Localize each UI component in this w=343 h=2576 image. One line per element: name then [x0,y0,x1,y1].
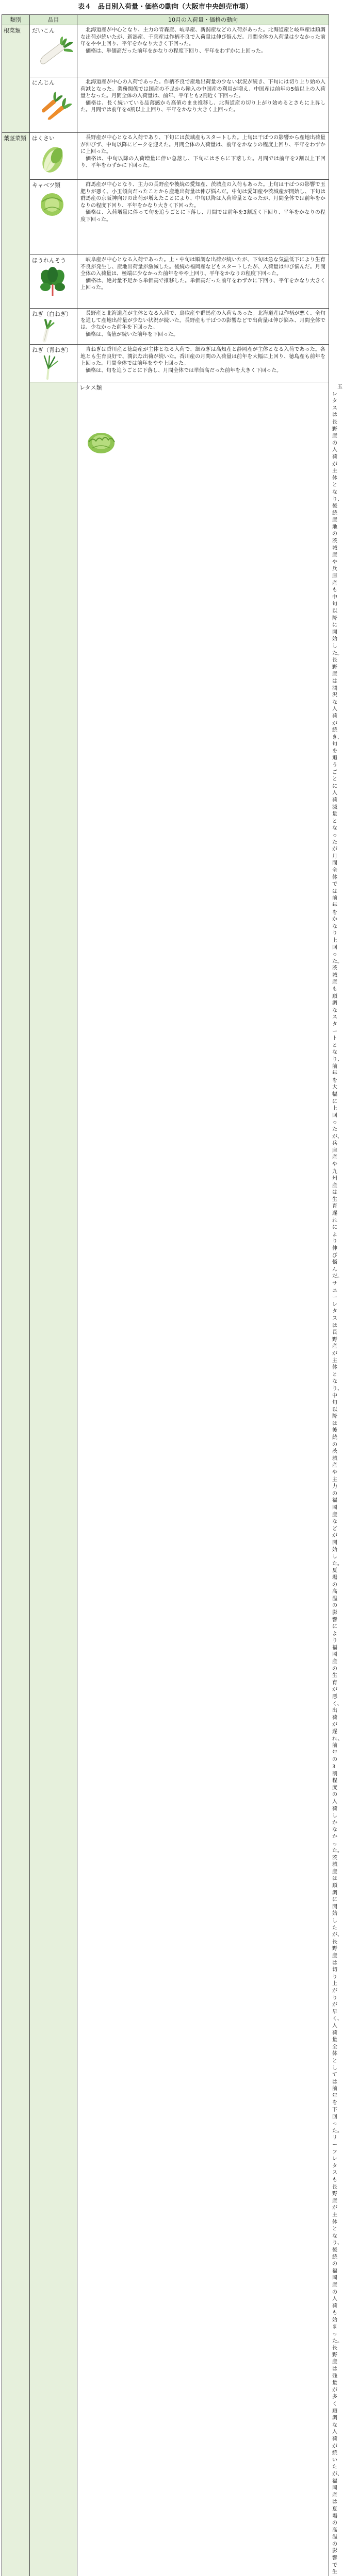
table-row [2,309,329,345]
trend-cell [77,133,329,180]
item-name: ねぎ（白ねぎ） [32,311,72,317]
item-cell [30,309,77,345]
trend-cell [77,180,329,255]
trend-paragraph: 価格は、絶対量不足から単価高で推移した。単価高だった前年をわずかに下回り、平年をかなり大きく上回った。 [80,278,325,292]
table-row [2,25,329,77]
trend-paragraph: 価格は、高値が続いた前年を下回った。 [80,331,325,338]
table-title: 表４ 品目別入荷量・価格の動向（大阪市中央卸売市場） [0,0,330,14]
item-name: だいこん [32,27,55,34]
produce-trend-table [2,14,329,2576]
table-row: レタス類 玉レタスは長野産の入荷が主体となり、後続産地の茨城産や兵庫産も中旬以降に開始した。長野産は潤沢な入荷が続き、旬を追うごとに入荷減量となったが月間全体では前年をかなり上回った。茨城産も順調なスタートとなり、前年を大幅に上回ったが、兵庫産や九州産は生育遅れにより伸び悩んだ。サニーレタスは長野産が主体となり、中旬以降は後続の茨城産や主力の福岡産などが開始した。夏場の高温の影響により福岡産の生育が悪く、出荷が遅れ、前年の3割程度の入荷しかなかった。茨城産は順調に開始したが、長野産は切り上がりが早く、入荷量全体としては前年を下回った。リーフレタスも長野産が主体となり、後続の福岡産の入荷も始まった。長野産は残量が多く順調な入荷が続いたが、福岡産は夏場の高温の影響で生 [2,382,329,2576]
trend-paragraph: 価格は、旬を追うごとに下落し、月間全体では単価高だった前年を大きく下回った。 [80,367,325,375]
trend-cell [77,25,329,77]
trend-paragraph: 長野産が中心となる入荷であり、下旬には茨城産もスタートした。上旬は干ばつの影響から産地出荷量が伸びず、中旬以降にピークを迎えた。月間全体の入荷量は、前年をかなりの程度上回り、平年をわずかに上回った。 [80,134,325,156]
header-trend: 10月の入荷量・価格の動向 [77,15,329,25]
item-name: にんじん [32,79,55,86]
trend-cell [77,77,329,133]
daikon-icon [37,37,76,66]
white-leek-icon [37,320,63,342]
spinach-icon [37,266,68,297]
trend-paragraph: 価格は、単価高だった前年をかなりの程度下回り、平年をわずかに上回った。 [80,48,325,55]
trend-cell [77,255,329,309]
category-leaf-stem-vegetables: 葉茎菜類 [2,133,30,2576]
trend-cell [77,309,329,345]
item-cell [30,133,77,180]
category-root-vegetables: 根菜類 [2,25,30,133]
category-continued [30,382,77,2576]
trend-paragraph: 青ねぎは香川産と徳島産が主体となる入荷で、細ねぎは高知産と静岡産が主体となる入荷であった。各地とも生育良好で、潤沢な出荷が続いた。香川産の月間の入荷量は前年を大幅に上回り、徳島産も前年を上回った。月間全体では前年をやや上回った。 [80,346,325,367]
table-row [2,255,329,309]
trend-paragraph: 価格は、中旬以降の入荷増量に伴い急落し、下旬にはさらに下落した。月間では前年を2割以上下回り、平年をわずかに下回った。 [80,156,325,170]
trend-cell [77,345,329,382]
table-row [2,133,329,180]
table-row [2,345,329,382]
header-item: 品目 [30,15,77,25]
green-onion-icon [37,356,63,380]
item-name: はくさい [32,135,55,142]
item-cell [77,382,329,2576]
cabbage-icon [37,191,67,217]
trend-paragraph: 群馬産が中心となり、主力の長野産や後続の愛知産、茨城産の入荷もあった。上旬は干ばつの影響で玉肥りが悪く、小玉傾向だったことから産地出荷量は伸び悩んだ。中旬は愛知産や茨城産が開始し、下旬は群馬産の京阪神向けの出荷が増えたことにより、中旬以降は入荷増量となったが、月間全体では前年をかなりの程度下回り、平年をかなり大きく下回った。 [80,181,325,209]
item-cell [30,345,77,382]
carrot-icon [37,89,76,121]
table-row [2,180,329,255]
item-name: レタス類 [79,384,102,391]
trend-paragraph: 価格は、入荷増量に伴って旬を追うごとに下落し、月間では前年を3割近く下回り、平年をかなりの程度下回った。 [80,209,325,223]
item-cell [30,180,77,255]
header-row [2,15,329,25]
item-name: キャベツ類 [32,182,60,189]
lettuce-icon [85,428,118,455]
item-name: ねぎ（青ねぎ） [32,347,72,353]
chinese-cabbage-icon [37,144,68,174]
table-row [2,77,329,133]
item-cell [30,25,77,77]
item-cell [30,77,77,133]
trend-paragraph: 北海道産が中心の入荷であった。作柄不良で産地出荷量の少ない状況が続き、下旬には切り上り始め入荷減となった。業務関係では国産の不足から輸入の中国産の利用が増え、中国産は前年の5倍以上の入荷量となった。月間全体の入荷量は、前年、平年とも2割近く下回った。 [80,79,325,100]
trend-paragraph: 北海道産が中心となり、主力の青森産、岐阜産、新潟産などの入荷があった。北海道産と岐阜産は順調な出荷が続いたが、新潟産、千葉産は作柄不良で入荷量は伸び悩んだ。月間全体の入荷量は少なかった前年をやや上回り、平年をかなり大きく下回った。 [80,27,325,48]
trend-paragraph: 岐阜産が中心となる入荷であった。上・中旬は順調な出荷が続いたが、下旬は急な気温低下により生育不良が発生し、産地出荷量が激減した。後続の福岡産などもスタートしたが、入荷量は伸び悩んだ。月間全体の入荷量は、極端に少なかった前年をやや上回り、平年をかなりの程度下回った。 [80,257,325,278]
item-cell [30,255,77,309]
header-category: 類別 [2,15,30,25]
item-name: ほうれんそう [32,257,66,264]
trend-paragraph: 長野産と北海道産が主体となる入荷で、鳥取産や群馬産の入荷もあった。北海道産は作柄が悪く、全旬を通して産地出荷量が少ない状況が続いた。長野産も干ばつの影響などで出荷量は伸び悩み、月間全体では、少なかった前年を下回った。 [80,310,325,331]
trend-paragraph: 価格は、長く続いている品薄感から高値のまま推移し、北海道産の切り上がり始めるとさらに上昇した。月間では前年を4割以上上回り、平年をかなり大きく上回った。 [80,100,325,114]
